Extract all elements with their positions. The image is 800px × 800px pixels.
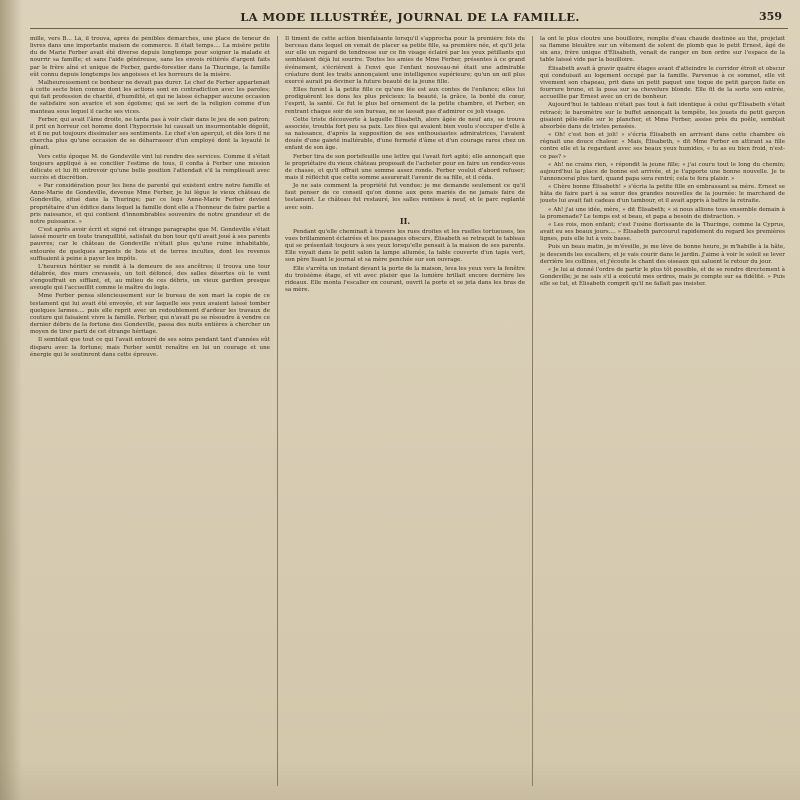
paragraph: Aujourd'hui le tableau n'était pas tout à fait identique à celui qu'Élisabeth s'était retracé; le baromètre sur le buffet annonçait la tempête, les jouets du petit garçon gisaient pêle-mêle sur le plancher, et Mme Ferber, assise près du poêle, semblait absorbée dans de tristes pensées. <box>540 102 785 130</box>
paragraph: Mme Ferber pensa silencieusement sur le bureau de son mari la copie de ce testament qui lui avait été envoyée, et sur laquelle ses yeux avaient laissé tomber quelques larmes.... puis elle reprit avec un redoublement d'ardeur les travaux de couture qui faisaient vivre la famille. Ferber, qui n'avait pu se résoudre à vendre ce dernier débris de la fortune des Gondeville, passa des nuits entières à chercher un moyen de tirer parti de cet étrange héritage. <box>30 293 270 336</box>
paragraph: Puis un beau matin, je m'éveille, je me lève de bonne heure, je m'habille à la hâte, je descends les escaliers, et je vais courir dans le jardin. J'aime à voir le soleil se lever derrière les collines, et j'écoute le chant des oiseaux qui saluent le retour du jour. <box>540 244 785 265</box>
paragraph: Ferber tira de son portefeuille une lettre qui l'avait fort agité; elle annonçait que le propriétaire du vieux château proposait de l'acheter pour en faire un rendez-vous de chasse, et qu'il offrait une somme assez ronde. Ferber voulut d'abord refuser; mais il réfléchit que cette somme assurerait l'avenir de sa fille, et il céda. <box>285 153 525 181</box>
paragraph: « Les rois, mon enfant; c'est l'usine florissante de la Thuringe, comme la Cyprus, avait eu ses beaux jours.... » Élisabeth parcourut rapidement du regard les premières lignes, puis elle lut à voix basse. <box>540 221 785 243</box>
paragraph: Je ne sais comment la propriété fut vendue; je me demande seulement ce qu'il faut penser de ce conseil qu'on donne aux gens mariés de ne jamais faire de testament. Le château fut restauré, les salles remises à neuf, et le parc replanté avec soin. <box>285 183 525 211</box>
paragraph: L'heureux héritier se rendit à la demeure de ses ancêtres; il trouva une tour délabrée, des murs crevassés, un toit défoncé, des salles désertes où le vent s'engouffrait en sifflant, et, au milieu de ces débris, un vieux gardien presque aveugle qui l'accueillit comme le maître du logis. <box>30 263 270 292</box>
paragraph: Elles furent à la petite fille ce qu'une fée est aux contes de l'enfance; elles lui prodiguèrent les dons les plus précieux: la beauté, la grâce, la bonté du cœur, l'esprit, la santé. Ce fut le plus bel ornement de la petite chambre, et Ferber, en rentrant chaque soir de son bureau, ne se lassait pas d'admirer ce joli visage. <box>285 87 525 115</box>
paragraph: « Chère bonne Élisabeth! » s'écria la petite fille en embrassant sa mère. Ernest se hâta de faire part à sa sœur des grandes nouvelles de la journée: le marchand de jouets lui avait fait cadeau d'un tambour, et il avait appris à battre la retraite. <box>540 184 785 205</box>
paragraph: « Je lui ai donné l'ordre de partir le plus tôt possible, et de se rendre directement à Gondeville; je ne sais s'il a exécuté mes ordres, mais je compte sur sa fidélité. » Puis elle se tut, et Élisabeth comprit qu'il ne fallait pas insister. <box>540 266 785 288</box>
paragraph: C'est après avoir écrit et signé cet étrange paragraphe que M. Gondeville s'était laissé mourir en toute tranquillité, satisfait du bon tour qu'il avait joué à ses parents pauvres; car le château de Gondeville n'était plus qu'une ruine inhabitable, entourée de quelques arpents de bois et de terres incultes, dont les revenus suffisaient à peine à payer les impôts. <box>30 227 270 262</box>
paragraph: Cette triste découverte à laquelle Élisabeth, alors âgée de neuf ans, se trouva associée, troubla fort peu sa paix. Les fées qui avaient bien voulu s'occuper d'elle à sa naissance, d'après la supposition de ses enthousiastes admiratrices, l'avaient douée d'une gaieté inaltérable, d'une fermeté d'âme et d'un courage rares chez un enfant de son âge. <box>285 116 525 152</box>
paragraph: « Par considération pour les liens de parenté qui existent entre notre famille et Anne-Marie de Gondeville, devenue Mme Ferber, je lui lègue le vieux château de Gondeville, situé dans la Thuringe; par ce legs Anne-Marie Ferber devient propriétaire d'un édifice dans lequel la famille dont elle a l'honneur de faire partie a pris naissance, et qui contient d'innombrables souvenirs de notre grandeur et de notre puissance. » <box>30 183 270 225</box>
journal-title: LA MODE ILLUSTRÉE, JOURNAL DE LA FAMILLE. <box>240 10 580 24</box>
paragraph: « Oh! c'est bon et joli! » s'écria Élisabeth en arrivant dans cette chambre où régnait une douce chaleur. « Mais, Élisabeth, » dit Mme Ferber en attirant sa fille contre elle et la regardant avec ses beaux yeux humides, « tu as eu bien froid, n'est-ce pas? » <box>540 132 785 160</box>
paragraph: la ont le plus cloutre une bouilloire, remplie d'eau chaude destinée au thé, projetait sa flamme bleuâtre sur un vêtement de solent de plomb que le petit Ernest, âgé de six ans, frère unique d'Élisabeth, venait de ranger en bon ordre sur l'espace de la table laissé vide par la bouilloire. <box>540 36 785 64</box>
paragraph: Élisabeth avait à gravir quatre étages avant d'atteindre le corridor étroit et obscur qui conduisait au logement occupé par la famille. Parvenue à ce sommet, elle vit vivement son chapeau, prit dans un petit paquet une toque de petit garçon faite en fourrure brune, et la posa sur sa chevelure blonde. Elle fit de la sorte son entrée, accueillie par Ernest avec un cri de bonheur. <box>540 65 785 101</box>
page-fold-shadow <box>0 760 800 800</box>
column-divider <box>277 36 278 786</box>
page-header <box>30 8 790 30</box>
paragraph: Pendant qu'elle cheminait à travers les rues droites et les ruelles tortueuses, les vues brillamment éclairées et les passages obscurs, Élisabeth se retraçait le tableau qui se présentait toujours à ses yeux lorsqu'elle pensait à la maison de ses parents. Elle voyait dans le petit salon la lampe allumée, la table couverte d'un tapis vert, son père lisant le journal et sa mère penchée sur son ouvrage. <box>285 228 525 264</box>
paragraph: mille, vers B... Là, il trouva, après de pénibles démarches, une place de teneur de livres dans une importante maison de commerce. Il était temps.... La misère petite du de Marie Ferber avait été diverse depuis longtemps pour soigner la malade et nourrir sa famille; et sans l'aide généreuse, sans les envois réitérés d'argent faits par le frère aîné et unique de Ferber, garde-forestier dans la Thuringe, la famille eût connu depuis longtemps les angoisses et les horreurs de la misère. <box>30 36 270 78</box>
header-rule <box>30 28 788 29</box>
paragraph: Il semblait que tout ce qui l'avait entouré de ses soins pendant tant d'années eût disparu avec la fortune; mais Ferber sentit renaître en lui un courage et une énergie qui le soutinrent dans cette épreuve. <box>30 337 270 358</box>
column-divider <box>532 36 533 786</box>
binding-shadow <box>0 0 22 800</box>
paragraph: Ferber, qui avait l'âme droite, ne tarda pas à voir clair dans le jeu de son patron; il prit en horreur cet homme dont l'hypocrisie lui causait un insurmontable dégoût, et il ne put toujours dissimuler ses sentiments. Le chef s'en aperçut, et dès lors il ne chercha plus qu'une occasion de se débarrasser d'un employé dont la loyauté le gênait. <box>30 116 270 152</box>
page-number: 359 <box>759 10 782 23</box>
column-1 <box>30 36 270 786</box>
paragraph: « Ah! j'ai une idée, mère, » dit Élisabeth; « si nous allions tous ensemble demain à la promenade? Le temps est si beau, et papa a besoin de distraction. » <box>540 206 785 220</box>
paragraph: Elle s'arrêta un instant devant la porte de la maison, leva les yeux vers la fenêtre du troisième étage, et vit avec plaisir que la lumière brillait encore derrière les rideaux. Elle monta l'escalier en courant, ouvrit la porte et se jeta dans les bras de sa mère. <box>285 265 525 293</box>
paragraph: « Ah! ne crains rien, » répondit la jeune fille; « j'ai couru tout le long du chemin; aujourd'hui la place de bonne est arrivée, et je t'apporte une bonne nouvelle. Je te l'annoncerai plus tard, quand papa sera rentré; cela te fera plaisir. » <box>540 161 785 182</box>
column-3 <box>540 36 785 786</box>
paragraph: Vers cette époque M. de Gondeville vint lui rendre des services. Comme il s'était toujours appliqué à se concilier l'estime de tous, il confia à Ferber une mission délicate et lui fit entrevoir qu'une belle position l'attendait s'il la remplissait avec succès et discrétion. <box>30 153 270 181</box>
paragraph: Il timent de cette action bienfaisante lorsqu'il s'approcha pour la première fois du berceau dans lequel on venait de placer sa petite fille, sa première née, et qu'il jeta sur elle un regard de tendresse sur ce fin visage éclairé par les yeux pétillants qui semblaient déjà lui sourire. Toutes les amies de Mme Ferber, présentes à ce grand événement, s'écrièrent à l'envi que l'enfant nouveau-né était une admirable créature dont les traits annonçaient une intelligence supérieure; qu'un un œil plus exercé aurait pu deviner la future beauté de la jeune fille. <box>285 36 525 85</box>
paragraph: Malheureusement ce bonheur ne devait pas durer. Le chef de Ferber appartenait à cette secte bien connue dont les actions sont en contradiction avec les paroles; qui fait profession de charité, d'humilité, et qui ne laisse échapper aucune occasion de satisfaire son avarice et son égoïsme; qui se sert de la religion comme d'un manteau sous lequel il cache ses vices. <box>30 79 270 115</box>
section-marker: II. <box>399 215 411 226</box>
column-2 <box>285 36 525 786</box>
